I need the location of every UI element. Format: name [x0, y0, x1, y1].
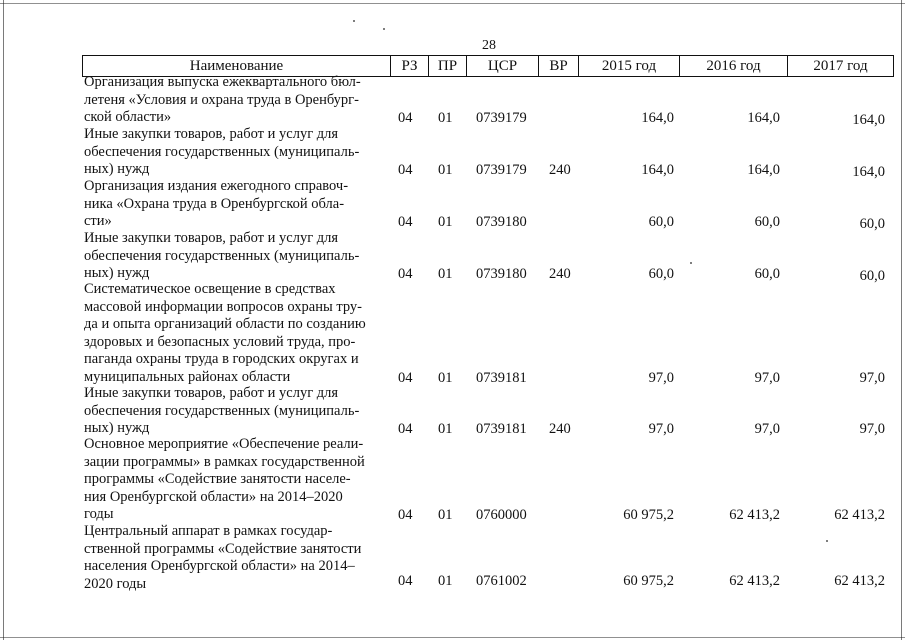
row-values	[0, 572, 905, 590]
row-csr: 0761002	[476, 573, 527, 589]
row-2016: 62 413,2	[729, 573, 780, 589]
row-2015: 97,0	[648, 421, 674, 437]
header-2015: 2015 год	[578, 56, 679, 76]
header-pr: ПР	[428, 56, 466, 76]
row-2015: 60,0	[648, 214, 674, 230]
row-csr: 0760000	[476, 507, 527, 523]
row-pr: 01	[438, 507, 453, 523]
row-pr: 01	[438, 110, 453, 126]
row-2015: 164,0	[641, 162, 674, 178]
row-2015: 60 975,2	[623, 573, 674, 589]
row-2017: 164,0	[852, 112, 885, 128]
row-pr: 01	[438, 573, 453, 589]
header-csr: ЦСР	[466, 56, 538, 76]
row-2017: 97,0	[859, 370, 885, 386]
row-name: Организация выпуска ежеквартального бюл- летеня «Условия и охрана труда в Оренбург- ской области»	[84, 74, 361, 126]
row-pr: 01	[438, 214, 453, 230]
row-rz: 04	[398, 370, 413, 386]
scan-speck	[353, 20, 355, 22]
row-vr: 240	[549, 266, 571, 282]
row-2016: 62 413,2	[729, 507, 780, 523]
scan-top-edge	[0, 3, 905, 4]
row-values	[0, 506, 905, 524]
row-rz: 04	[398, 266, 413, 282]
row-rz: 04	[398, 507, 413, 523]
row-2017: 164,0	[852, 164, 885, 180]
row-name: Иные закупки товаров, работ и услуг для обеспечения государственных (муниципаль- ных) нужд	[84, 385, 360, 437]
scan-bottom-edge	[0, 637, 905, 638]
row-2015: 60,0	[648, 266, 674, 282]
row-csr: 0739181	[476, 421, 527, 437]
row-rz: 04	[398, 162, 413, 178]
row-2017: 62 413,2	[834, 573, 885, 589]
header-vr: ВР	[538, 56, 578, 76]
row-pr: 01	[438, 266, 453, 282]
row-2016: 60,0	[754, 214, 780, 230]
row-csr: 0739179	[476, 162, 527, 178]
header-2017: 2017 год	[787, 56, 894, 76]
row-csr: 0739181	[476, 370, 527, 386]
page-number: 28	[482, 38, 496, 53]
row-2016: 164,0	[747, 110, 780, 126]
row-name: Основное мероприятие «Обеспечение реали- зации программы» в рамках государственной программы «Содействие занятости населе- ния Оренбургской области» на 2014–2020 годы	[84, 436, 365, 523]
row-csr: 0739180	[476, 214, 527, 230]
row-2017: 60,0	[859, 216, 885, 232]
row-name: Иные закупки товаров, работ и услуг для обеспечения государственных (муниципаль- ных) нужд	[84, 126, 360, 178]
row-2016: 97,0	[754, 421, 780, 437]
row-rz: 04	[398, 110, 413, 126]
row-2015: 60 975,2	[623, 507, 674, 523]
header-rz: РЗ	[390, 56, 428, 76]
row-name: Центральный аппарат в рамках государ- ственной программы «Содействие занятости населения Оренбургской области» на 2014– 2020 годы	[84, 523, 362, 592]
row-2015: 97,0	[648, 370, 674, 386]
row-rz: 04	[398, 573, 413, 589]
row-name: Систематическое освещение в средствах массовой информации вопросов охраны тру- да и опыта организаций области по созданию здоровых и безопасных условий труда, про- паганда охраны труда в городских округах и муниципальных районах области	[84, 281, 366, 385]
row-2017: 62 413,2	[834, 507, 885, 523]
row-values	[0, 109, 905, 127]
row-rz: 04	[398, 214, 413, 230]
scan-speck	[690, 262, 692, 264]
scan-right-edge	[901, 0, 902, 640]
row-2015: 164,0	[641, 110, 674, 126]
row-2016: 60,0	[754, 266, 780, 282]
row-values	[0, 213, 905, 231]
row-vr: 240	[549, 421, 571, 437]
row-pr: 01	[438, 370, 453, 386]
row-name: Иные закупки товаров, работ и услуг для обеспечения государственных (муниципаль- ных) нужд	[84, 230, 360, 282]
scan-left-edge	[3, 0, 4, 640]
scan-speck	[383, 28, 385, 30]
row-pr: 01	[438, 162, 453, 178]
header-name: Наименование	[82, 56, 390, 76]
row-2016: 97,0	[754, 370, 780, 386]
row-vr: 240	[549, 162, 571, 178]
row-name: Организация издания ежегодного справоч- ника «Охрана труда в Оренбургской обла- сти»	[84, 178, 349, 230]
row-2017: 97,0	[859, 421, 885, 437]
header-2016: 2016 год	[679, 56, 787, 76]
row-rz: 04	[398, 421, 413, 437]
row-csr: 0739179	[476, 110, 527, 126]
row-pr: 01	[438, 421, 453, 437]
scan-speck	[826, 540, 828, 542]
row-2017: 60,0	[859, 268, 885, 284]
row-2016: 164,0	[747, 162, 780, 178]
row-values	[0, 161, 905, 179]
row-csr: 0739180	[476, 266, 527, 282]
